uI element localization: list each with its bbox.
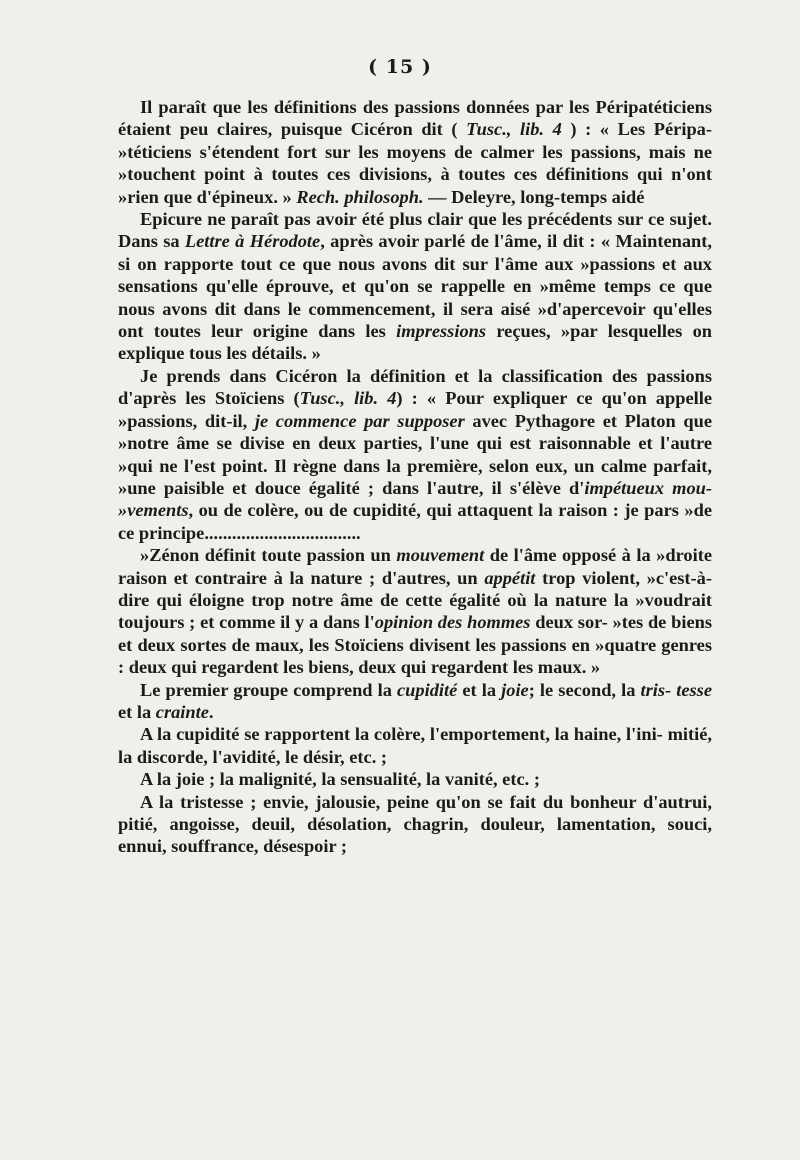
text-run: Le premier groupe comprend la <box>140 679 397 700</box>
text-run: , ou de colère, ou de cupidité, qui attaquent la raison : je pars »de ce principe.................................. <box>118 500 712 543</box>
text-run: de l'âme opposé à la »droite raison et contraire à la nature ; d'autres, un <box>118 545 712 588</box>
italic-run: impétueux mou- »vements <box>118 477 712 521</box>
text-run: ; le second, la <box>528 679 641 700</box>
italic-run: opinion des hommes <box>374 612 531 633</box>
text-run: avec Pythagore et Platon que »notre âme se divise en deux parties, l'une qui est raisonnable et l'autre »qui ne l'est point. Il règne dans la première, selon eux, un calme parfait, »une paisible et douce égalité ; dans l'autre, il s'élève d' <box>118 410 712 498</box>
text-run: ) : « Pour expliquer ce qu'on appelle »passions, dit-il, <box>118 388 712 431</box>
text-run: A la joie ; la malignité, la sensualité, la vanité, etc. ; <box>140 769 540 790</box>
text-run: deux sor- »tes de biens et deux sortes de maux, les Stoïciens divisent les passions en »quatre genres : deux qui regardent les biens, deux qui regardent les maux. » <box>118 612 712 678</box>
text-run: reçues, »par lesquelles on explique tous les détails. » <box>118 321 712 364</box>
italic-run: tris- tesse <box>640 679 712 700</box>
italic-run: joie <box>501 679 529 700</box>
italic-run: impressions <box>396 321 487 342</box>
text-run: ) : « Les Péripa- »téticiens s'étendent fort sur les moyens de calmer les passions, mais ne »touchent point à toutes ces divisions, à toutes ces définitions qui n'ont »rien que d'épineux. » <box>118 119 712 207</box>
text-run: et la <box>118 701 156 722</box>
paragraph <box>118 723 712 768</box>
text-run: Il paraît que les définitions des passions données par les Péripatéticiens étaient peu claires, puisque Cicéron dit ( <box>118 97 712 140</box>
paragraph <box>118 365 712 544</box>
text-run: — Deleyre, long-temps aidé <box>423 186 645 207</box>
italic-run: Lettre à Hérodote <box>184 231 321 252</box>
page-number: ( 15 ) <box>368 56 432 78</box>
paragraph <box>118 768 712 790</box>
italic-run: appétit <box>484 567 536 588</box>
italic-run: je commence par supposer <box>254 410 465 431</box>
italic-run: Tusc., lib. 4 <box>466 119 562 140</box>
text-run: et la <box>457 679 502 700</box>
text-run: . <box>208 701 214 722</box>
paragraph <box>118 96 712 208</box>
text-run: A la cupidité se rapportent la colère, l'emportement, la haine, l'ini- mitié, la discorde, l'avidité, le désir, etc. ; <box>118 724 712 767</box>
text-run: A la tristesse ; envie, jalousie, peine qu'on se fait du bonheur d'autrui, pitié, angoisse, deuil, désolation, chagrin, douleur, lamentation, souci, ennui, souffrance, désespoir ; <box>118 791 712 857</box>
text-run: Epicure ne paraît pas avoir été plus clair que les précédents sur ce sujet. Dans sa <box>118 209 712 252</box>
text-run: »Zénon définit toute passion un <box>140 545 397 566</box>
italic-run: mouvement <box>396 545 485 566</box>
body-text <box>118 96 712 858</box>
paragraph <box>118 679 712 724</box>
italic-run: Rech. philosoph. <box>296 186 424 207</box>
italic-run: crainte <box>155 701 209 722</box>
paragraph <box>118 208 712 365</box>
paragraph <box>118 544 712 678</box>
text-run: , après avoir parlé de l'âme, il dit : « Maintenant, si on rapporte tout ce que nous avons dit sur l'âme aux »passions et aux sensations qu'elle éprouve, et qu'on se rappelle en »même temps ce que nous avons dit dans le commencement, il sera aisé »d'apercevoir qu'elles ont toutes leur origine dans les <box>118 231 712 342</box>
italic-run: cupidité <box>397 679 458 700</box>
italic-run: Tusc., lib. 4 <box>299 388 397 409</box>
text-run: Je prends dans Cicéron la définition et la classification des passions d'après les Stoïciens ( <box>118 365 712 409</box>
paragraph <box>118 791 712 858</box>
text-run: trop violent, »c'est-à-dire qui éloigne trop notre âme de cette égalité où la nature la »voudrait toujours ; et comme il y a dans l' <box>118 567 712 633</box>
